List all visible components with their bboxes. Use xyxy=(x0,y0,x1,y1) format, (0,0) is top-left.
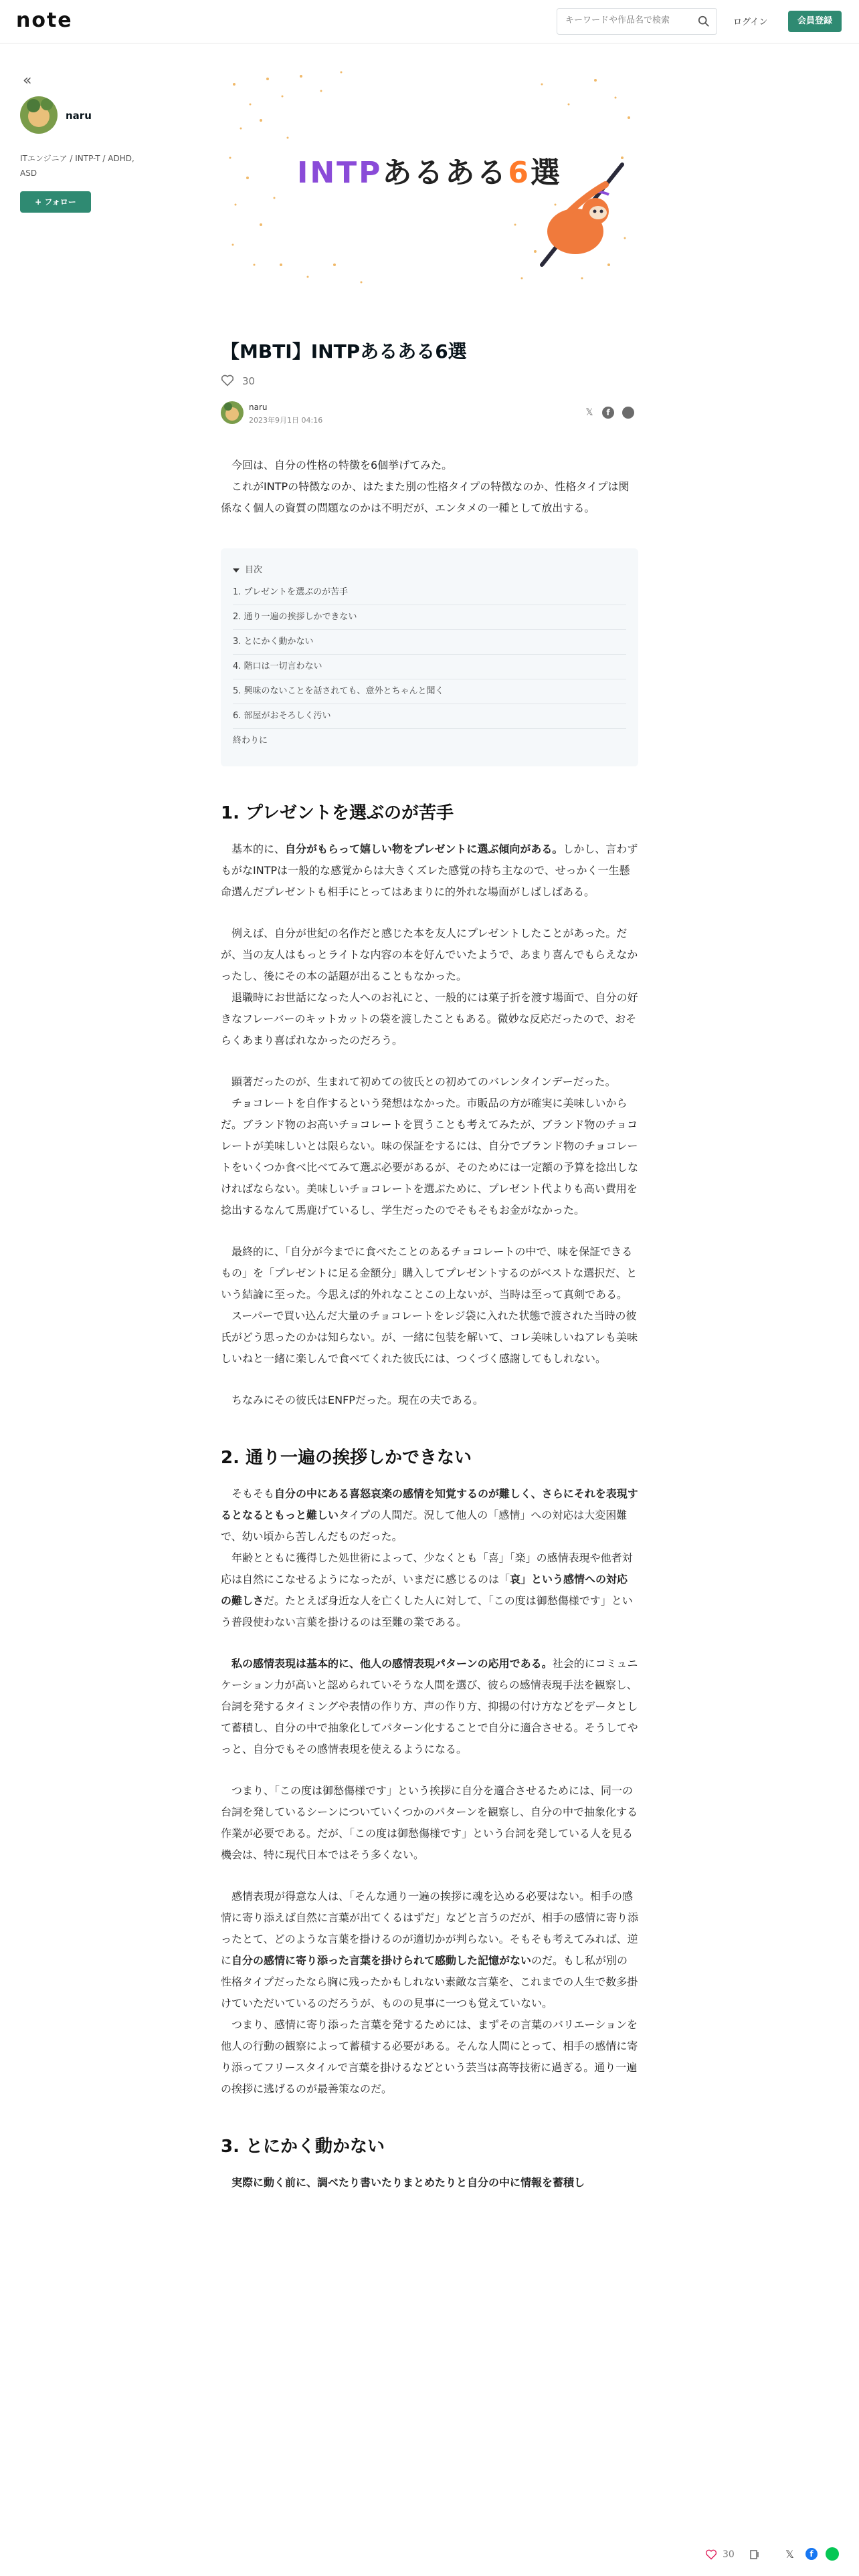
paragraph: 私の感情表現は基本的に、他人の感情表現パターンの応用である。社会的にコミュニケーション力が高いと認められていそうな人間を選び、彼らの感情表現手法を観察し、台詞を発するタイミングや表情の作り方、声の作り方、抑揚の付け方などをデータとして蓄積し、自分の中で抽象化してパターン化することで自分に適合させる。そうしてやっと、自分でもその感情表現を使えるようになる。 xyxy=(221,1657,638,1755)
caret-down-icon xyxy=(233,568,240,572)
eyecatch-title-aruaru: あるある xyxy=(382,156,508,190)
article-main xyxy=(221,64,638,2193)
paragraph: ちなみにその彼氏はENFPだった。現在の夫である。 xyxy=(231,1394,484,1406)
toc-header[interactable] xyxy=(233,560,626,580)
paragraph: 基本的に、自分がもらって嬉しい物をプレゼントに選ぶ傾向がある。しかし、言わずもがなINTPは一般的な感覚からは大きくズレた感覚の持ち主なので、せっかく一生懸命選んだプレゼントも相手にとってはあまりに的外れな場面がしばしばある。 xyxy=(221,843,638,898)
share-buttons xyxy=(582,405,638,420)
toc-item[interactable]: 1. プレゼントを選ぶのが苦手 xyxy=(233,580,626,605)
table-of-contents xyxy=(221,548,638,766)
paragraph: 最終的に、「自分が今までに食べたことのあるチョコレートの中で、味を保証できるもの」を「プレゼントに足る金額分」購入してプレゼントするのがベストな選択だ、という結論に至った。今思えば的外れなことこの上ないが、当時は至って真剣である。 xyxy=(221,1245,638,1301)
login-link[interactable]: ログイン xyxy=(733,17,768,27)
search-icon[interactable] xyxy=(698,15,710,27)
eyecatch-title-intp: INTP xyxy=(296,156,383,190)
paragraph: 年齢とともに獲得した処世術によって、少なくとも「喜」「楽」の感情表現や他者対応は自然にこなせるようになったが、いまだに感じるのは「哀」という感情への対応の難しさだ。たとえば身近な人を亡くした人に対して、「この度は御愁傷様です」という普段使わない言葉を掛けるのは至難の業である。 xyxy=(221,1551,633,1628)
eyecatch-image xyxy=(221,64,638,292)
magazine-add-icon[interactable] xyxy=(749,2549,760,2560)
toc-item[interactable]: 5. 興味のないことを話されても、意外とちゃんと聞く xyxy=(233,679,626,704)
toc-item[interactable]: 終わりに xyxy=(233,736,268,746)
like-count[interactable]: 30 xyxy=(242,375,256,387)
author-name[interactable]: naru xyxy=(249,403,268,412)
user-name[interactable]: naru xyxy=(66,110,92,122)
section-heading: 1. プレゼントを選ぶのが苦手 xyxy=(221,803,454,823)
signup-button[interactable]: 会員登録 xyxy=(788,11,842,32)
search-input[interactable] xyxy=(564,15,694,26)
avatar[interactable] xyxy=(20,96,58,134)
paragraph: チョコレートを自作するという発想はなかった。市販品の方が確実に美味しいからだ。ブランド物のお高いチョコレートを買うことも考えてみたが、ブランド物のチョコレートが美味しいとは限らない。味の保証をするには、自分でブランド物のチョコレートをいくつか食べ比べてみて選ぶ必要があるが、そのためには一定額の予算を捻出しなければならない。美味しいチョコレートを選ぶために、プレゼント代よりも高い費用を捻出するなんて馬鹿げているし、学生だったのでそもそもお金がなかった。 xyxy=(221,1097,639,1216)
collapse-sidebar-icon[interactable]: « xyxy=(23,72,32,89)
author-avatar[interactable] xyxy=(221,401,244,424)
eyecatch-title-six: 6 xyxy=(508,156,531,190)
toc-item[interactable]: 6. 部屋がおそろしく汚い xyxy=(233,704,626,729)
search-box[interactable] xyxy=(557,8,717,35)
toc-item[interactable]: 3. とにかく動かない xyxy=(233,630,626,655)
paragraph: 例えば、自分が世紀の名作だと感じた本を友人にプレゼントしたことがあった。だが、当の友人はもっとライトな内容の本を好んでいたようで、あまり喜んでもらえなかったし、後にその本の話題が出ることもなかった。 xyxy=(221,927,638,982)
facebook-share-icon[interactable]: f xyxy=(602,407,614,419)
floating-action-bar xyxy=(696,2541,856,2568)
article-body xyxy=(221,455,638,2193)
paragraph: つまり、感情に寄り添った言葉を発するためには、まずその言葉のバリエーションを他人の行動の観察によって蓄積する必要がある。そんな人間にとって、相手の感情に寄り添ってフリースタイルで言葉を掛けるなどという芸当は高等技術に過ぎる。通り一遍の挨拶に逃げるのが最善策なのだ。 xyxy=(221,2018,638,2095)
eyecatch-title xyxy=(221,148,638,191)
line-share-icon[interactable] xyxy=(622,407,634,419)
like-count[interactable]: 30 xyxy=(723,2549,735,2560)
paragraph: 実際に動く前に、調べたり書いたりまとめたりと自分の中に情報を蓄積し xyxy=(231,2176,585,2189)
site-header xyxy=(0,0,859,43)
article-title: 【MBTI】INTPあるある6選 xyxy=(221,340,467,362)
publish-date: 2023年9月1日 04:16 xyxy=(249,416,323,425)
follow-button[interactable]: + フォロー xyxy=(20,191,91,213)
x-share-icon[interactable]: 𝕏 xyxy=(585,407,593,418)
author-row xyxy=(221,399,638,429)
line-share-icon[interactable] xyxy=(826,2547,839,2561)
paragraph: 感情表現が得意な人は、「そんな通り一遍の挨拶に魂を込める必要はない。相手の感情に寄り添えば自然に言葉が出てくるはずだ」などと言うのだが、相手の感情に寄り添ったとて、どのような言葉を掛けるのが適切かが判らない。そもそも考えてみれば、逆に自分の感情に寄り添った言葉を掛けられて感動した記憶がないのだ。もし私が別の性格タイプだったなら胸に残ったかもしれない素敵な言葉を、これまでの人生で数多掛けていただいているのだろうが、ものの見事に一つも覚えていない。 xyxy=(221,1890,639,2010)
section-heading: 3. とにかく動かない xyxy=(221,2137,385,2157)
eyecatch-title-sen: 選 xyxy=(531,156,563,190)
paragraph: 退職時にお世話になった人へのお礼にと、一般的には菓子折を渡す場面で、自分の好きなフレーバーのキットカットの袋を渡したこともある。微妙な反応だったので、おそらくあまり喜ばれなかったのだろう。 xyxy=(221,991,638,1047)
facebook-share-icon[interactable]: f xyxy=(805,2548,818,2560)
heart-icon[interactable] xyxy=(705,2549,717,2560)
intro-paragraph: 今回は、自分の性格の特徴を6個挙げてみた。 xyxy=(231,459,453,471)
paragraph: つまり、「この度は御愁傷様です」という挨拶に自分を適合させるためには、同一の台詞を発しているシーンについていくつかのパターンを観察し、自分の中で抽象化する作業が必要である。だが、「この度は御愁傷様です」という台詞を発している人を見る機会は、特に現代日本ではそう多くない。 xyxy=(221,1784,638,1861)
section-heading: 2. 通り一遍の挨拶しかできない xyxy=(221,1448,472,1468)
intro-paragraph: これがINTPの特徴なのか、はたまた別の性格タイプの特徴なのか、性格タイプは関係なく個人の資質の問題なのかは不明だが、エンタメの一種として放出する。 xyxy=(221,480,630,514)
like-area xyxy=(221,373,638,389)
paragraph: 顕著だったのが、生まれて初めての彼氏との初めてのバレンタインデーだった。 xyxy=(231,1075,616,1088)
user-bio: ITエンジニア / INTP-T / ADHD, ASD xyxy=(20,154,134,178)
paragraph: スーパーで買い込んだ大量のチョコレートをレジ袋に入れた状態で渡された当時の彼氏がどう思ったのかは知らない。が、一緒に包装を解いて、コレ美味しいねアレも美味しいねと一緒に楽しんで食べてくれた彼氏には、つくづく感謝してもしれない。 xyxy=(221,1309,638,1365)
toc-item[interactable]: 2. 通り一遍の挨拶しかできない xyxy=(233,605,626,630)
x-share-icon[interactable]: 𝕏 xyxy=(785,2548,794,2561)
note-logo[interactable]: note xyxy=(16,9,73,32)
heart-icon[interactable] xyxy=(221,374,234,387)
toc-heading: 目次 xyxy=(245,565,263,575)
toc-item[interactable]: 4. 階口は一切言わない xyxy=(233,655,626,679)
paragraph: そもそも自分の中にある喜怒哀楽の感情を知覚するのが難しく、さらにそれを表現するとなるともっと難しいタイプの人間だ。況して他人の「感情」への対応は大変困難で、幼い頃から苦しんだものだった。 xyxy=(221,1487,638,1543)
